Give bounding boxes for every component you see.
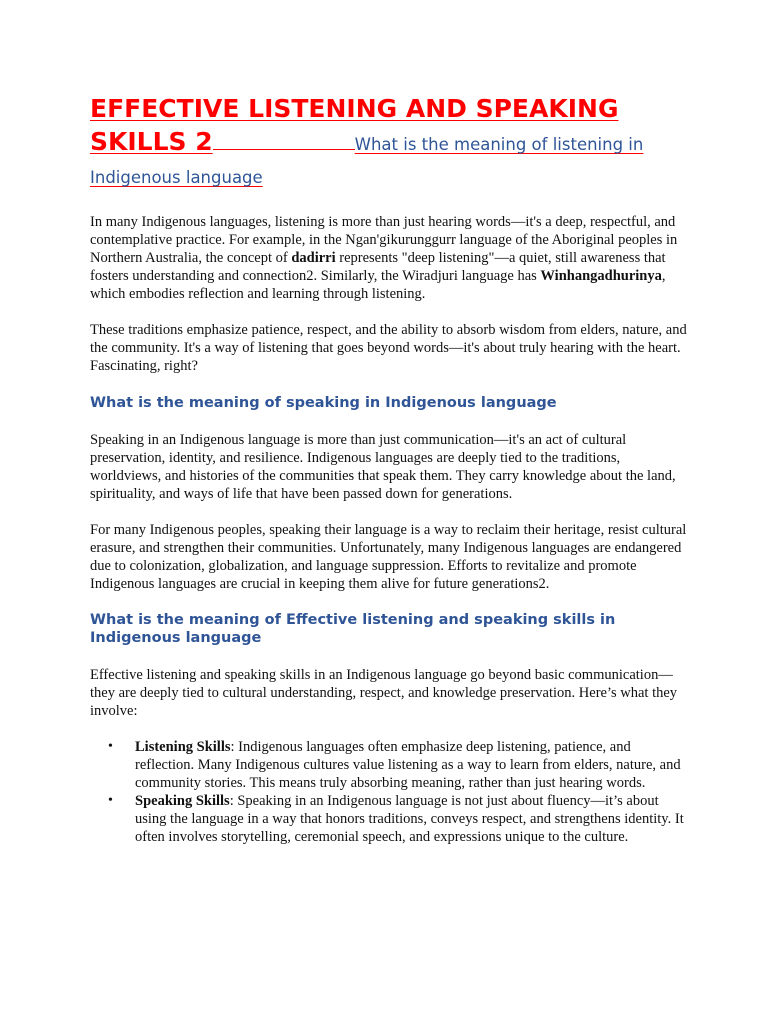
term-dadirri: dadirri [291, 250, 336, 266]
title-line-1: EFFECTIVE LISTENING AND SPEAKING [90, 94, 619, 123]
skills-list [90, 738, 690, 846]
effective-skills-intro: Effective listening and speaking skills in an Indigenous language go beyond basic communication—they are deeply tied to cultural understanding, respect, and knowledge preservation. Here’s what they involve: [90, 667, 678, 719]
title-line-2: SKILLS 2 [90, 127, 213, 156]
list-item-speaking-skills: • Speaking Skills: Speaking in an Indigenous language is not just about fluency—it’s about using the language in a way that honors traditions, conveys respect, and strengthens identity. It often involves storytelling, ceremonial speech, and expressions unique to the culture. [135, 792, 690, 846]
list-item-listening-skills: • Listening Skills: Indigenous languages often emphasize deep listening, patience, and reflection. Many Indigenous cultures value listening as a way to learn from elders, nature, and community stories. This means truly absorbing meaning, rather than just hearing words. [135, 738, 690, 792]
document-page [90, 92, 690, 846]
listening-heading-part1: What is the meaning of listening in [354, 135, 644, 154]
speaking-paragraph-1: Speaking in an Indigenous language is more than just communication—it's an act of cultural preservation, identity, and resilience. Indigenous languages are deeply tied to the traditions, worldviews, and histories of the communities that speak them. They carry knowledge about the land, spirituality, and ways of life that have been passed down for generations. [90, 432, 676, 502]
listening-heading-part2: Indigenous language [90, 168, 263, 187]
effective-skills-heading: What is the meaning of Effective listening and speaking skills in Indigenous language [90, 612, 616, 646]
title-tab-underline [213, 131, 355, 150]
document-title [90, 92, 690, 191]
speaking-skills-term: Speaking Skills [135, 793, 230, 809]
listening-skills-term: Listening Skills [135, 739, 231, 755]
listening-paragraph-1: In many Indigenous languages, listening is more than just hearing words—it's a deep, respectful, and contemplative practice. For example, in the Ngan'gikurunggurr language of the Aboriginal peoples in Northern Australia, the concept of dadirri represents "deep listening"—a quiet, still awareness that fosters understanding and connection2. Similarly, the Wiradjuri language has Winhangadhurinya, which embodies reflection and learning through listening. [90, 214, 678, 302]
speaking-heading: What is the meaning of speaking in Indigenous language [90, 395, 557, 411]
speaking-paragraph-2: For many Indigenous peoples, speaking their language is a way to reclaim their heritage, resist cultural erasure, and strengthen their communities. Unfortunately, many Indigenous languages are endangered due to colonization, globalization, and language suppression. Efforts to revitalize and promote Indigenous languages are crucial in keeping them alive for future generations2. [90, 522, 687, 592]
term-winhangadhurinya: Winhangadhurinya [540, 268, 662, 284]
listening-paragraph-2: These traditions emphasize patience, respect, and the ability to absorb wisdom from elders, nature, and the community. It's a way of listening that goes beyond words—it's about truly hearing with the heart. Fascinating, right? [90, 322, 687, 374]
